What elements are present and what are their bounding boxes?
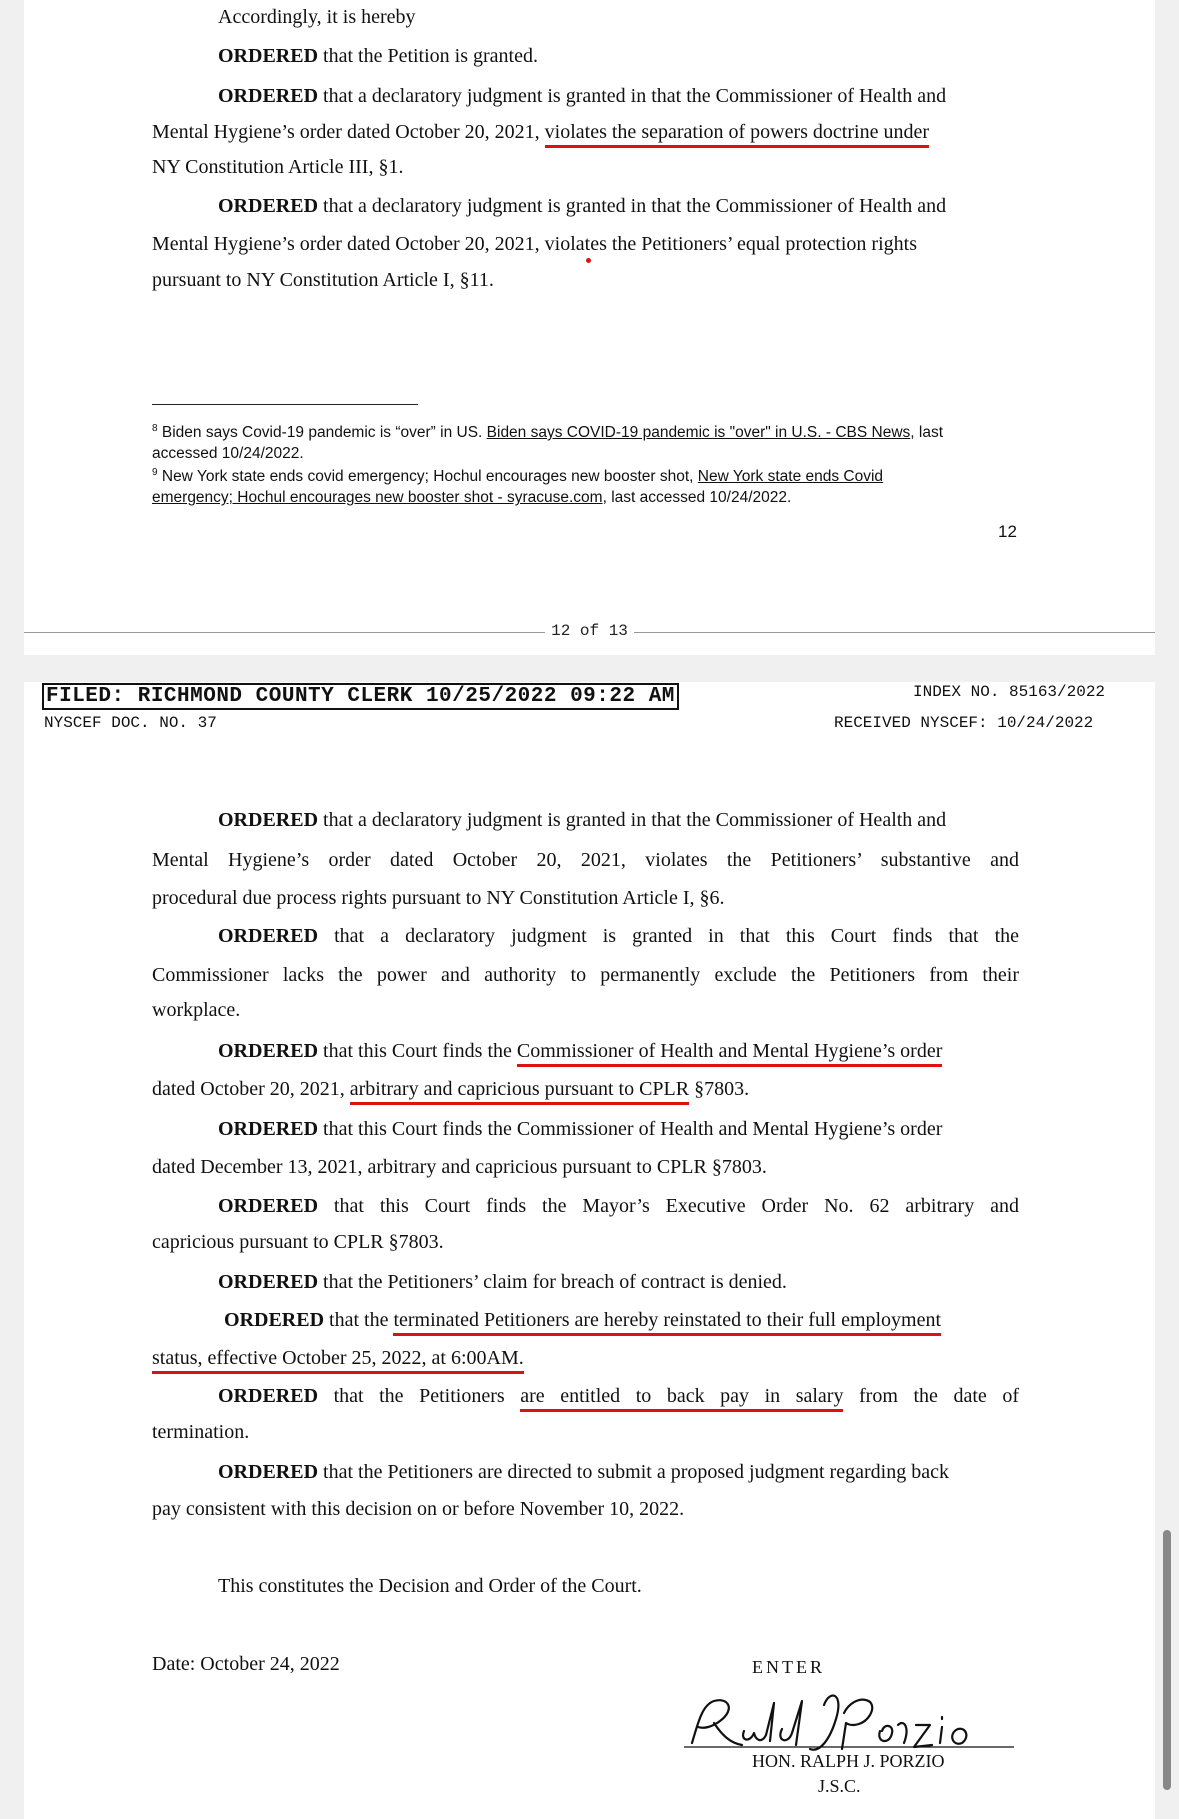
order-due-process-l3: procedural due process rights pursuant to NY Constitution Article I, §6.: [152, 887, 725, 909]
index-number: INDEX NO. 85163/2022: [913, 683, 1106, 701]
order-equal-protection-l1: ORDERED that a declaratory judgment is granted in that the Commissioner of Health and: [218, 195, 947, 217]
decision-statement: This constitutes the Decision and Order of the Court.: [218, 1575, 642, 1597]
order-arbitrary-dec-l1: ORDERED that this Court finds the Commissioner of Health and Mental Hygiene’s order: [218, 1118, 943, 1140]
highlight-underline: violates the separation of powers doctrine under: [545, 121, 929, 148]
enter-label: ENTER: [752, 1657, 825, 1677]
red-mark: [586, 258, 591, 263]
order-exclude-power-l2: Commissioner lacks the power and authority to permanently exclude the Petitioners from their: [152, 964, 1019, 986]
order-separation-powers-l3: NY Constitution Article III, §1.: [152, 156, 404, 178]
order-separation-powers-l2: Mental Hygiene’s order dated October 20, 2021, violates the separation of powers doctrine under: [152, 120, 929, 144]
highlight-underline: status, effective October 25, 2022, at 6:00AM.: [152, 1347, 524, 1374]
scrollbar-thumb[interactable]: [1163, 1530, 1171, 1790]
footnote-8: $^8$ Biden says Covid-19 pandemic is “over” in US. Biden says COVID-19 pandemic is "over" in U.S. - CBS News, last accessed 10/24/2022.: [152, 423, 944, 463]
order-back-pay-l1: ORDERED that the Petitioners are entitled to back pay in salary from the date of: [218, 1384, 1019, 1408]
order-separation-powers-l1: ORDERED that a declaratory judgment is granted in that the Commissioner of Health and: [218, 85, 947, 107]
page-number: 12: [998, 522, 1017, 541]
highlight-underline: are entitled to back pay in salary: [520, 1385, 843, 1412]
order-due-process-l1: ORDERED that a declaratory judgment is granted in that the Commissioner of Health and: [218, 809, 947, 831]
order-back-pay-l2: termination.: [152, 1421, 250, 1443]
footnote-8-link[interactable]: Biden says COVID-19 pandemic is "over" in U.S. - CBS News: [486, 424, 911, 442]
order-petition-granted: ORDERED that the Petition is granted.: [218, 45, 538, 67]
order-reinstated-l1: ORDERED that the terminated Petitioners are hereby reinstated to their full employment: [224, 1308, 941, 1332]
order-equal-protection-l2: Mental Hygiene’s order dated October 20, 2021, violates the Petitioners’ equal protection rights: [152, 233, 917, 255]
order-reinstated-l2: [152, 1346, 524, 1370]
nyscef-doc-number: NYSCEF DOC. NO. 37: [44, 714, 217, 732]
order-exclude-power-l1: ORDERED that a declaratory judgment is granted in that this Court finds that the: [218, 925, 1019, 947]
accordingly-text: Accordingly, it is hereby: [218, 6, 416, 28]
order-arbitrary-oct-l1: ORDERED that this Court finds the Commissioner of Health and Mental Hygiene’s order: [218, 1039, 942, 1063]
received-nyscef: RECEIVED NYSCEF: 10/24/2022: [834, 714, 1094, 732]
order-mayor-eo-l1: ORDERED that this Court finds the Mayor’s Executive Order No. 62 arbitrary and: [218, 1195, 1019, 1217]
footnote-9: $^9$ New York state ends covid emergency; Hochul encourages new booster shot, New York state ends Covid emergency; Hochul encourages new booster shot - syracuse.com, last accessed 10/24/2022.: [152, 467, 884, 507]
order-arbitrary-oct-l2: dated October 20, 2021, arbitrary and capricious pursuant to CPLR §7803.: [152, 1077, 749, 1101]
order-equal-protection-l3: pursuant to NY Constitution Article I, §11.: [152, 269, 494, 291]
order-exclude-power-l3: workplace.: [152, 999, 241, 1021]
page-count: 12 of 13: [0, 622, 1179, 640]
judge-name: HON. RALPH J. PORZIO: [752, 1751, 945, 1771]
footnote-rule: [152, 404, 418, 405]
order-breach-denied: ORDERED that the Petitioners’ claim for breach of contract is denied.: [218, 1271, 787, 1293]
decision-date: Date: October 24, 2022: [152, 1653, 340, 1675]
order-mayor-eo-l2: capricious pursuant to CPLR §7803.: [152, 1231, 444, 1253]
highlight-underline: arbitrary and capricious pursuant to CPLR: [350, 1078, 689, 1105]
order-arbitrary-dec-l2: dated December 13, 2021, arbitrary and capricious pursuant to CPLR §7803.: [152, 1156, 767, 1178]
order-due-process-l2: Mental Hygiene’s order dated October 20, 2021, violates the Petitioners’ substantive and: [152, 849, 1019, 871]
footnote-9-link[interactable]: New York state ends Covid: [697, 468, 884, 486]
footnote-9-link-cont[interactable]: emergency; Hochul encourages new booster shot - syracuse.com: [152, 489, 603, 507]
order-proposed-judgment-l1: ORDERED that the Petitioners are directed to submit a proposed judgment regarding back: [218, 1461, 949, 1483]
highlight-underline: Commissioner of Health and Mental Hygiene’s order: [517, 1040, 942, 1067]
order-proposed-judgment-l2: pay consistent with this decision on or before November 10, 2022.: [152, 1498, 685, 1520]
judge-title: J.S.C.: [818, 1776, 861, 1796]
filed-header: FILED: RICHMOND COUNTY CLERK 10/25/2022 09:22 AM: [42, 685, 679, 708]
highlight-underline: terminated Petitioners are hereby reinstated to their full employment: [393, 1309, 941, 1336]
